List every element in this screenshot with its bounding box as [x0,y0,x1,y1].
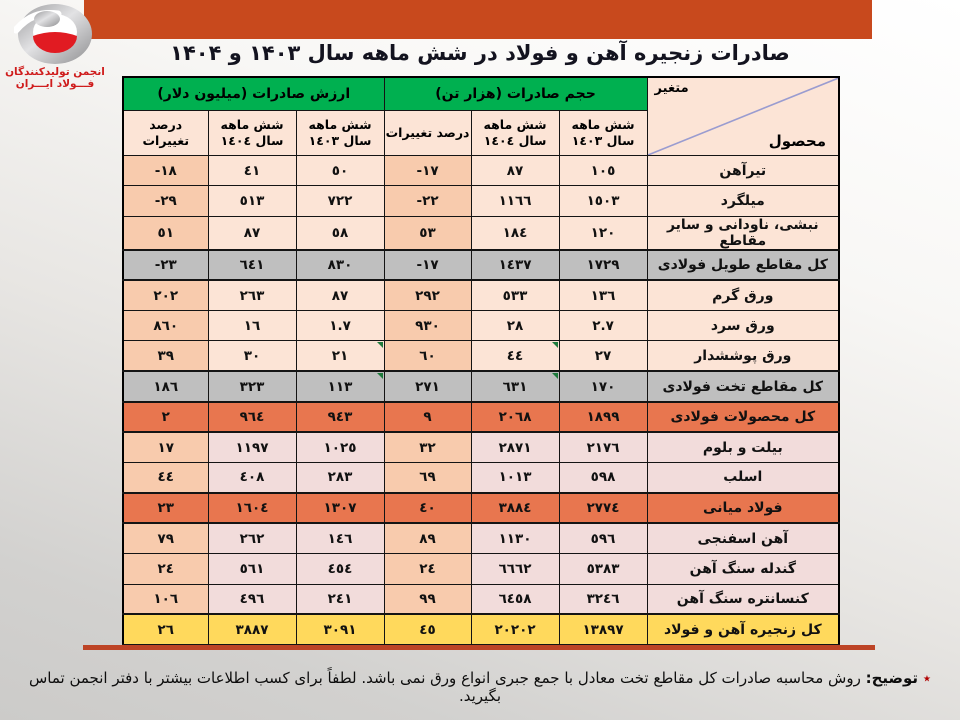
value-1404-cell: ٤٠٨ [208,463,296,493]
volume-1404-cell: ٨٧ [471,156,559,186]
volume-pct-cell: -١٧ [384,250,471,280]
product-cell: کل مقاطع طویل فولادی [647,250,839,280]
table-row [123,493,839,523]
footnote-label: توضیح: [865,669,919,687]
volume-1403-cell: ١٧٢٩ [559,250,647,280]
volume-1403-cell: ٢١٧٦ [559,432,647,462]
value-pct-cell: ١٧ [123,432,208,462]
value-pct-cell: ٢ [123,402,208,432]
value-pct-cell: ٢٣ [123,493,208,523]
table-row [123,311,839,341]
corner-variable-label: متغیر [654,81,689,96]
product-cell: گندله سنگ آهن [647,554,839,584]
exports-table-wrap [122,76,840,646]
group-header-value: ارزش صادرات (میلیون دلار) [123,77,384,111]
volume-1404-cell: ١١٣٠ [471,523,559,553]
volume-1404-cell: ٢٠٢٠٢ [471,614,559,644]
volume-1404-cell: ٢٨٧١ [471,432,559,462]
value-1404-cell: ١٦٠٤ [208,493,296,523]
value-1404-cell: ١١٩٧ [208,432,296,462]
product-cell: میلگرد [647,186,839,216]
value-1403-cell: ٢١ [296,341,384,371]
value-1404-cell: ٥١٣ [208,186,296,216]
volume-1404-cell: ٦٣١ [471,371,559,401]
volume-pct-cell: ٨٩ [384,523,471,553]
volume-1403-cell: ١٢٠ [559,216,647,250]
value-1403-cell: ٧٢٢ [296,186,384,216]
value-pct-cell: ٤٤ [123,463,208,493]
volume-1404-cell: ٦٦٦٢ [471,554,559,584]
volume-pct-cell: ٩٩ [384,584,471,614]
value-1403-cell: ١١٣ [296,371,384,401]
volume-1404-cell: ١١٦٦ [471,186,559,216]
logo-text-line1: انجمن تولیدکنندگان [5,66,105,78]
volume-1404-cell: ١٠١٣ [471,463,559,493]
value-1403-cell: ٣٠٩١ [296,614,384,644]
volume-1404-cell: ١٨٤ [471,216,559,250]
corner-cell [647,77,839,156]
table-body [123,156,839,645]
value-1403-cell: ٥٠ [296,156,384,186]
volume-1403-cell: ١٥٠٣ [559,186,647,216]
volume-pct-cell: ٤٥ [384,614,471,644]
value-pct-cell: ٧٩ [123,523,208,553]
product-cell: ورق سرد [647,311,839,341]
product-cell: آهن اسفنجی [647,523,839,553]
subheader-value-1404: شش ماهه سال ١٤٠٤ [208,111,296,156]
value-1403-cell: ١٤٦ [296,523,384,553]
table-row [123,584,839,614]
logo-text-line2: فـــولاد ایـــران [15,78,95,91]
volume-pct-cell: ٣٢ [384,432,471,462]
volume-1404-cell: ٤٤ [471,341,559,371]
value-pct-cell: ١٨٦ [123,371,208,401]
value-1404-cell: ٣٠ [208,341,296,371]
value-1403-cell: ٥٨ [296,216,384,250]
value-pct-cell: ٢٤ [123,554,208,584]
value-pct-cell: ٣٩ [123,341,208,371]
table-row [123,186,839,216]
volume-1403-cell: ٥٩٨ [559,463,647,493]
value-1403-cell: ٤٥٤ [296,554,384,584]
value-1404-cell: ٣٢٣ [208,371,296,401]
table-row [123,614,839,644]
value-pct-cell: -٢٩ [123,186,208,216]
volume-1403-cell: ١٧٠ [559,371,647,401]
table-row [123,216,839,250]
volume-1404-cell: ٦٤٥٨ [471,584,559,614]
value-1403-cell: ١٣٠٧ [296,493,384,523]
value-1403-cell: ٨٧ [296,280,384,310]
value-1403-cell: ٢٤١ [296,584,384,614]
table-row [123,156,839,186]
volume-1404-cell: ٥٣٣ [471,280,559,310]
value-1403-cell: ٩٤٣ [296,402,384,432]
volume-pct-cell: -١٧ [384,156,471,186]
subheader-value-pct: درصد تغییرات [123,111,208,156]
value-1404-cell: ٩٦٤ [208,402,296,432]
banner [84,0,872,39]
product-cell: ورق پوششدار [647,341,839,371]
product-cell: فولاد میانی [647,493,839,523]
volume-1403-cell: ١٨٩٩ [559,402,647,432]
volume-pct-cell: ٢٧١ [384,371,471,401]
product-cell: بیلت و بلوم [647,432,839,462]
value-1404-cell: ٢٦٣ [208,280,296,310]
footnote [25,669,935,705]
value-1404-cell: ١٦ [208,311,296,341]
footnote-star: ٭ [922,669,932,687]
value-1404-cell: ٨٧ [208,216,296,250]
value-1404-cell: ٢٦٢ [208,523,296,553]
volume-1403-cell: ٥٣٨٣ [559,554,647,584]
product-cell: کل محصولات فولادی [647,402,839,432]
subheader-volume-pct: درصد تغییرات [384,111,471,156]
table-row [123,341,839,371]
table-row [123,554,839,584]
volume-1403-cell: ٢٧ [559,341,647,371]
volume-1403-cell: ٢.٧ [559,311,647,341]
table-row [123,402,839,432]
volume-pct-cell: ٦٩ [384,463,471,493]
table-row [123,463,839,493]
footnote-text: روش محاسبه صادرات کل مقاطع تخت معادل با جمع جبری انواع ورق نمی باشد. لطفاً برای کسب اطلاعات بیشتر با دفتر انجمن تماس بگیرید. [28,669,861,705]
subheader-volume-1403: شش ماهه سال ١٤٠٣ [559,111,647,156]
volume-1404-cell: ٢٨ [471,311,559,341]
value-pct-cell: -١٨ [123,156,208,186]
value-1403-cell: ٨٣٠ [296,250,384,280]
value-pct-cell: ٢٠٢ [123,280,208,310]
exports-table [122,76,840,646]
volume-1403-cell: ٣٢٤٦ [559,584,647,614]
subheader-value-1403: شش ماهه سال ١٤٠٣ [296,111,384,156]
corner-product-label: محصول [768,132,827,150]
volume-pct-cell: ٩٣٠ [384,311,471,341]
product-cell: تیرآهن [647,156,839,186]
volume-pct-cell: ٦٠ [384,341,471,371]
table-row [123,432,839,462]
volume-1404-cell: ٢٠٦٨ [471,402,559,432]
value-1404-cell: ٥٦١ [208,554,296,584]
volume-1403-cell: ١٣٦ [559,280,647,310]
table-row [123,280,839,310]
volume-pct-cell: ٤٠ [384,493,471,523]
volume-1403-cell: ١٣٨٩٧ [559,614,647,644]
value-1403-cell: ١.٧ [296,311,384,341]
value-pct-cell: ٢٦ [123,614,208,644]
volume-1403-cell: ١٠٥ [559,156,647,186]
value-pct-cell: ١٠٦ [123,584,208,614]
value-1404-cell: ٤١ [208,156,296,186]
divider-line [83,645,875,650]
volume-pct-cell: ٥٣ [384,216,471,250]
volume-pct-cell: ٢٤ [384,554,471,584]
value-1404-cell: ٦٤١ [208,250,296,280]
table-row [123,371,839,401]
volume-1404-cell: ٣٨٨٤ [471,493,559,523]
volume-pct-cell: -٢٢ [384,186,471,216]
table-row [123,523,839,553]
volume-pct-cell: ٢٩٢ [384,280,471,310]
value-1404-cell: ٣٨٨٧ [208,614,296,644]
product-cell: اسلب [647,463,839,493]
product-cell: نبشی، ناودانی و سایر مقاطع [647,216,839,250]
value-1403-cell: ١٠٢٥ [296,432,384,462]
page-title: صادرات زنجیره آهن و فولاد در شش ماهه سال ۱۴۰۳ و ۱۴۰۴ [170,41,790,65]
value-1403-cell: ٢٨٣ [296,463,384,493]
product-cell: کل زنجیره آهن و فولاد [647,614,839,644]
value-pct-cell: -٢٣ [123,250,208,280]
value-pct-cell: ٥١ [123,216,208,250]
product-cell: کل مقاطع تخت فولادی [647,371,839,401]
volume-1403-cell: ٢٧٧٤ [559,493,647,523]
table-row [123,250,839,280]
group-header-volume: حجم صادرات (هزار تن) [384,77,647,111]
volume-1403-cell: ٥٩٦ [559,523,647,553]
value-1404-cell: ٤٩٦ [208,584,296,614]
product-cell: کنسانتره سنگ آهن [647,584,839,614]
volume-1404-cell: ١٤٣٧ [471,250,559,280]
subheader-volume-1404: شش ماهه سال ١٤٠٤ [471,111,559,156]
value-pct-cell: ٨٦٠ [123,311,208,341]
product-cell: ورق گرم [647,280,839,310]
volume-pct-cell: ٩ [384,402,471,432]
